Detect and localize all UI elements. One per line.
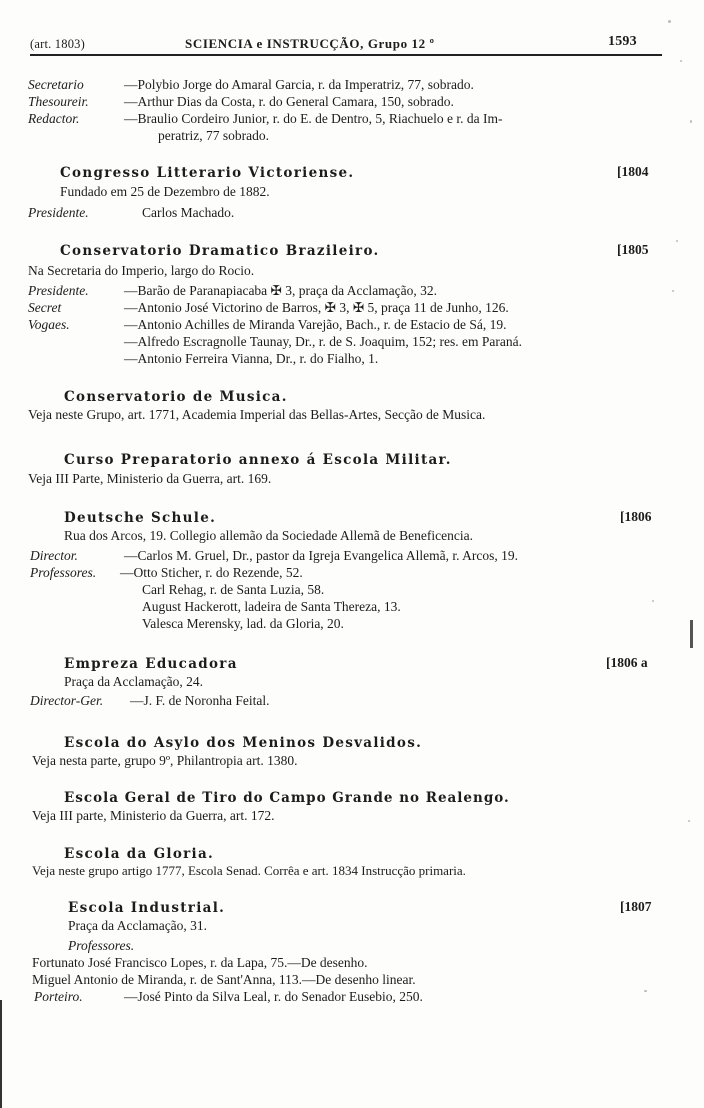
entry-title-conservatorio-musica: Conservatorio de Musica.: [64, 389, 288, 405]
page-number: 1593: [608, 34, 637, 49]
entry-number-1805: [1805: [617, 242, 649, 257]
margin-blot: [690, 620, 693, 648]
entry-title-escola-asylo: Escola do Asylo dos Meninos Desvalidos.: [64, 735, 423, 751]
dramatico-vogal-2: —Alfredo Escragnolle Taunay, Dr., r. de S. Joaquim, 152; res. em Paraná.: [124, 334, 522, 349]
empreza-director-label: Director-Ger.: [30, 693, 104, 708]
industrial-porteiro-text: —José Pinto da Silva Leal, r. do Senador Eusebio, 250.: [124, 989, 423, 1004]
entry-title-deutsche-schule: Deutsche Schule.: [64, 510, 217, 526]
industrial-professores-label: Professores.: [68, 938, 135, 953]
empreza-director-text: —J. F. de Noronha Feital.: [130, 693, 270, 708]
scan-speck: [672, 290, 674, 292]
scan-speck: [668, 20, 671, 23]
industrial-professor-2: Miguel Antonio de Miranda, r. de Sant'Anna, 113.—De desenho linear.: [32, 972, 416, 987]
entry-number-1804: [1804: [617, 164, 649, 179]
scan-speck: [688, 820, 690, 822]
header-rule: [30, 54, 662, 56]
scan-speck: [680, 60, 682, 62]
redactor-continuation: peratriz, 77 sobrado.: [158, 128, 269, 143]
dramatico-presidente-label: Presidente.: [28, 283, 89, 298]
entry-title-escola-gloria: Escola da Gloria.: [64, 846, 215, 862]
redactor-label: Redactor.: [28, 111, 80, 126]
dramatico-presidente-text: —Barão de Paranapiacaba ✠ 3, praça da Acclamação, 32.: [124, 283, 438, 298]
entry-title-escola-industrial: Escola Industrial.: [68, 900, 226, 916]
entry-number-1806a: [1806 a: [606, 655, 648, 670]
scan-speck: [644, 990, 647, 992]
deutsche-director-label: Director.: [30, 548, 78, 563]
binding-edge-mark: [0, 1000, 2, 1108]
scan-speck: [652, 600, 654, 602]
secretario-label: Secretario: [28, 77, 84, 92]
deutsche-professores-label: Professores.: [30, 565, 97, 580]
deutsche-professor-1: —Otto Sticher, r. do Rezende, 52.: [120, 565, 303, 580]
entry-title-curso-preparatorio: Curso Preparatorio annexo á Escola Militar.: [64, 452, 452, 468]
scan-speck: [690, 120, 692, 123]
dramatico-vogal-3: —Antonio Ferreira Vianna, Dr., r. do Fialho, 1.: [124, 351, 379, 366]
entry-title-conservatorio-dramatico: Conservatorio Dramatico Brazileiro.: [60, 243, 380, 259]
redactor-text: —Braulio Cordeiro Junior, r. do E. de Dentro, 5, Riachuelo e r. da Im-: [124, 111, 503, 126]
scan-speck: [676, 240, 678, 242]
entry-number-1806: [1806: [620, 509, 652, 524]
industrial-professor-1: Fortunato José Francisco Lopes, r. da Lapa, 75.—De desenho.: [32, 955, 368, 970]
deutsche-director-text: —Carlos M. Gruel, Dr., pastor da Igreja Evangelica Allemã, r. Arcos, 19.: [124, 548, 519, 563]
asylo-reference: Veja nesta parte, grupo 9º, Philantropia art. 1380.: [32, 753, 298, 768]
deutsche-address: Rua dos Arcos, 19. Collegio allemão da Sociedade Allemã de Beneficencia.: [64, 528, 474, 543]
entry-title-escola-tiro: Escola Geral de Tiro do Campo Grande no Realengo.: [64, 790, 510, 806]
gloria-reference: Veja neste grupo artigo 1777, Escola Senad. Corrêa e art. 1834 Instrucção primaria.: [32, 863, 466, 878]
congresso-founded: Fundado em 25 de Dezembro de 1882.: [60, 184, 270, 199]
thesoureiro-label: Thesoureir.: [28, 94, 89, 109]
dramatico-address: Na Secretaria do Imperio, largo do Rocio.: [28, 263, 255, 278]
thesoureiro-text: —Arthur Dias da Costa, r. do General Camara, 150, sobrado.: [124, 94, 454, 109]
entry-title-empreza-educadora: Empreza Educadora: [64, 656, 238, 672]
musica-reference: Veja neste Grupo, art. 1771, Academia Imperial das Bellas-Artes, Secção de Musica.: [28, 407, 486, 422]
deutsche-professor-2: Carl Rehag, r. de Santa Luzia, 58.: [142, 582, 325, 597]
deutsche-professor-4: Valesca Merensky, lad. da Gloria, 20.: [142, 616, 344, 631]
entry-title-congresso: Congresso Litterario Victoriense.: [60, 165, 355, 181]
dramatico-vogaes-label: Vogaes.: [28, 317, 70, 332]
secretario-text: —Polybio Jorge do Amaral Garcia, r. da Imperatriz, 77, sobrado.: [124, 77, 474, 92]
header-article-range: (art. 1803): [30, 37, 85, 51]
empreza-address: Praça da Acclamação, 24.: [64, 674, 204, 689]
dramatico-vogal-1: —Antonio Achilles de Miranda Varejão, Bach., r. de Estacio de Sá, 19.: [124, 317, 507, 332]
congresso-presidente-text: Carlos Machado.: [142, 205, 235, 220]
dramatico-secret-text: —Antonio José Victorino de Barros, ✠ 3, ✠ 5, praça 11 de Junho, 126.: [124, 300, 509, 315]
curso-reference: Veja III Parte, Ministerio da Guerra, art. 169.: [28, 471, 272, 486]
industrial-porteiro-label: Porteiro.: [34, 989, 83, 1004]
congresso-presidente-label: Presidente.: [28, 205, 89, 220]
tiro-reference: Veja III parte, Ministerio da Guerra, art. 172.: [32, 808, 275, 823]
header-section-title: SCIENCIA e INSTRUCÇÃO, Grupo 12 º: [185, 36, 435, 51]
industrial-address: Praça da Acclamação, 31.: [68, 918, 208, 933]
dramatico-secret-label: Secret: [28, 300, 62, 315]
entry-number-1807: [1807: [620, 899, 652, 914]
deutsche-professor-3: August Hackerott, ladeira de Santa Thereza, 13.: [142, 599, 401, 614]
